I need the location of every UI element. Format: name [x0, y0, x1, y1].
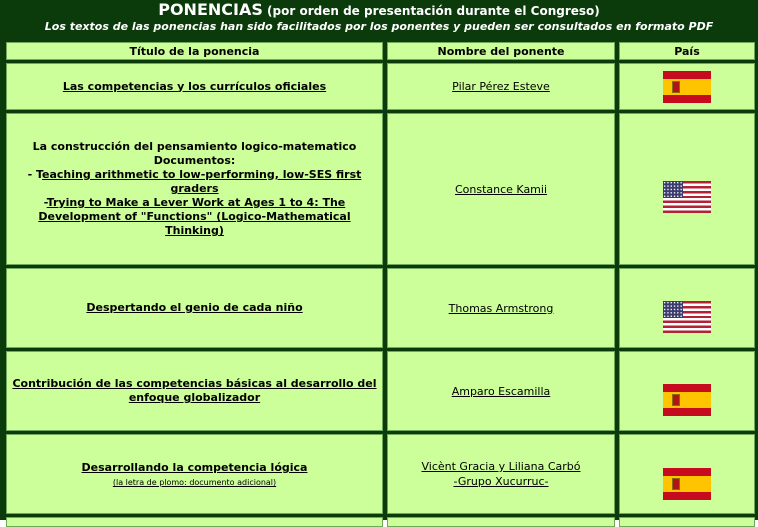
speaker-cell: [387, 517, 615, 527]
country-cell: [619, 351, 755, 431]
speaker-link[interactable]: Pilar Pérez Esteve: [452, 80, 550, 93]
talk-title-link[interactable]: Las competencias y los currículos oficiales: [62, 79, 327, 93]
speaker-cell: [387, 434, 615, 514]
speaker-cell: [387, 63, 615, 110]
speaker-cell: [387, 268, 615, 348]
usa-flag-icon: [663, 301, 711, 333]
spain-flag-icon: [663, 384, 711, 416]
column-header-speaker: Nombre del ponente: [387, 42, 615, 60]
document-1: [22, 168, 367, 196]
speaker-link[interactable]: Constance Kamii: [454, 182, 548, 196]
additional-document-link[interactable]: (la letra de plomo: documento adicional): [112, 478, 277, 487]
talk-title-link[interactable]: Desarrollando la competencia lógica: [81, 461, 308, 474]
speaker-link[interactable]: Vicènt Gracia y Liliana Carbó: [421, 460, 581, 473]
page-title: PONENCIAS: [158, 0, 263, 19]
document-2: [30, 196, 360, 238]
speaker-link[interactable]: Amparo Escamilla: [451, 384, 551, 398]
country-cell: [619, 434, 755, 514]
speaker-link[interactable]: Thomas Armstrong: [448, 301, 554, 315]
column-header-country: País: [619, 42, 755, 60]
country-cell: [619, 113, 755, 265]
speaker-cell: [387, 113, 615, 265]
talks-table: [0, 38, 758, 520]
country-cell: [619, 63, 755, 110]
speaker-cell: [387, 351, 615, 431]
table-row: [6, 351, 383, 431]
page-subtitle: (por orden de presentación durante el Congreso): [267, 4, 600, 18]
country-cell: [619, 268, 755, 348]
usa-flag-icon: [663, 181, 711, 213]
talk-title-link[interactable]: Despertando el genio de cada niño: [86, 301, 303, 314]
country-cell: [619, 517, 755, 527]
header-note: Los textos de las ponencias han sido facilitados por los ponentes y pueden ser consultados en formato PDF: [44, 20, 714, 33]
table-row: [6, 63, 383, 110]
header-title-line: [0, 1, 758, 20]
table-row: [6, 268, 383, 348]
table-row: [6, 434, 383, 514]
document-2-link[interactable]: Trying to Make a Lever Work at Ages 1 to 4: The Development of "Functions" (Logico-Mathematical Thinking): [38, 196, 351, 237]
documents-label: Documentos:: [153, 154, 236, 167]
speaker-group-link[interactable]: -Grupo Xucurruc-: [453, 475, 549, 488]
column-header-title: Título de la ponencia: [6, 42, 383, 60]
table-row: [6, 113, 383, 265]
spain-flag-icon: [663, 468, 711, 500]
talk-title: La construcción del pensamiento logico-matematico: [32, 140, 357, 153]
talk-title-link[interactable]: Contribución de las competencias básicas al desarrollo del enfoque globalizador: [12, 377, 377, 404]
document-1-link[interactable]: eaching arithmetic to low-performing, low-SES first graders: [42, 168, 362, 195]
document-2-prefix: -: [43, 196, 47, 209]
document-1-prefix: - T: [27, 168, 43, 181]
table-row: [6, 517, 383, 527]
page-header: [0, 0, 758, 38]
spain-flag-icon: [663, 71, 711, 103]
